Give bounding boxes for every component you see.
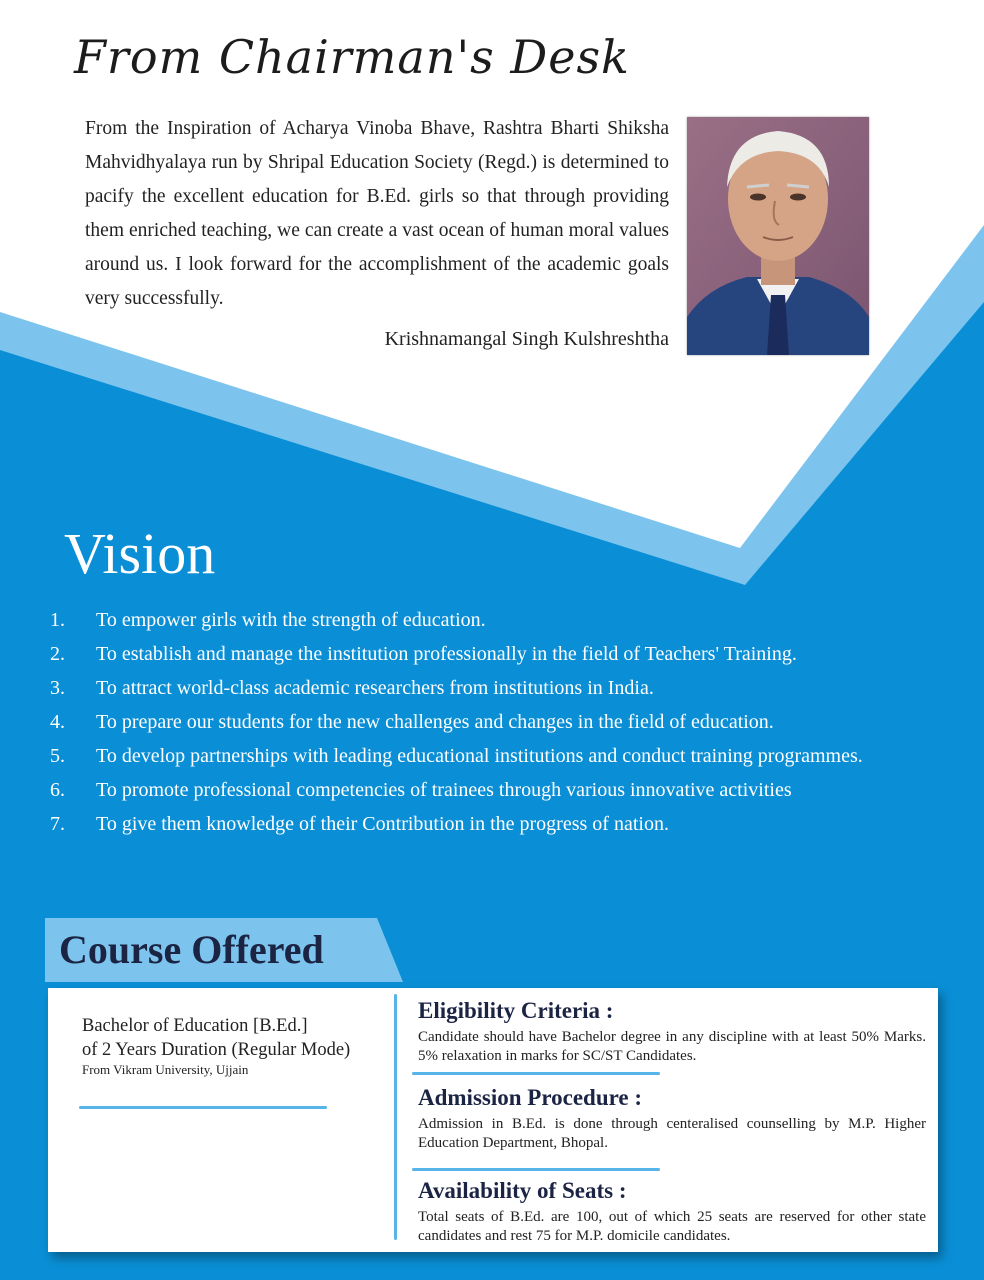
- course-offered-heading: Course Offered: [59, 927, 324, 972]
- chairman-photo: [687, 117, 869, 355]
- vision-item-text: To develop partnerships with leading educational institutions and conduct training programmes.: [96, 745, 863, 767]
- vision-item-text: To prepare our students for the new challenges and changes in the field of education.: [96, 711, 774, 733]
- chairman-heading: From Chairman's Desk: [74, 30, 630, 84]
- vision-item-number: 4.: [50, 711, 65, 733]
- chairman-message: From the Inspiration of Acharya Vinoba Bhave, Rashtra Bharti Shiksha Mahvidhyalaya run by Shripal Education Society (Regd.) is determined to pacify the excellent education for B.Ed. girls so that through providing them enriched teaching, we can create a vast ocean of human moral values around us. I look forward for the accomplishment of the academic goals very successfully.: [85, 118, 669, 309]
- vision-item-text: To attract world-class academic researchers from institutions in India.: [96, 677, 654, 699]
- admission-section: [418, 1085, 926, 1153]
- vision-item: [50, 608, 920, 632]
- eligibility-text: Candidate should have Bachelor degree in any discipline with at least 50% Marks. 5% relaxation in marks for SC/ST Candidates.: [418, 1029, 926, 1064]
- course-program-university: From Vikram University, Ujjain: [82, 1062, 249, 1077]
- vision-item-number: 5.: [50, 745, 65, 767]
- chairman-signature: Krishnamangal Singh Kulshreshtha: [384, 328, 669, 350]
- vision-item: [50, 778, 920, 802]
- admission-underline: [412, 1168, 660, 1171]
- vision-item: [50, 676, 920, 700]
- vision-item-text: To give them knowledge of their Contribution in the progress of nation.: [96, 813, 669, 835]
- vision-item: [50, 642, 920, 666]
- seats-text: Total seats of B.Ed. are 100, out of which 25 seats are reserved for other state candidates and rest 75 for M.P. domicile candidates.: [418, 1209, 926, 1244]
- course-program-name: Bachelor of Education [B.Ed.]: [82, 1016, 308, 1036]
- vision-item-number: 3.: [50, 677, 65, 699]
- vision-item-text: To establish and manage the institution professionally in the field of Teachers' Training.: [96, 643, 797, 665]
- seats-section: [418, 1178, 926, 1246]
- eligibility-section: [418, 998, 926, 1066]
- vision-item-number: 7.: [50, 813, 65, 835]
- vision-item: [50, 710, 920, 734]
- vision-item-number: 6.: [50, 779, 65, 801]
- seats-title: Availability of Seats :: [418, 1178, 627, 1203]
- course-program-underline: [79, 1106, 327, 1109]
- course-program: [82, 1014, 402, 1078]
- eligibility-underline: [412, 1072, 660, 1075]
- vision-item-text: To promote professional competencies of trainees through various innovative activities: [96, 779, 792, 801]
- course-program-duration: of 2 Years Duration (Regular Mode): [82, 1040, 351, 1060]
- vision-heading: Vision: [64, 521, 216, 586]
- vision-item: [50, 812, 920, 836]
- admission-text: Admission in B.Ed. is done through centeralised counselling by M.P. Higher Education Department, Bhopal.: [418, 1116, 926, 1151]
- course-divider: [394, 994, 397, 1240]
- admission-title: Admission Procedure :: [418, 1085, 643, 1110]
- course-details-box: [48, 988, 938, 1252]
- eligibility-title: Eligibility Criteria :: [418, 998, 614, 1023]
- vision-list: [50, 608, 920, 846]
- vision-item-number: 2.: [50, 643, 65, 665]
- course-offered-tab: [45, 918, 403, 982]
- vision-item-text: To empower girls with the strength of education.: [96, 609, 486, 631]
- vision-item-number: 1.: [50, 609, 65, 631]
- vision-item: [50, 744, 920, 768]
